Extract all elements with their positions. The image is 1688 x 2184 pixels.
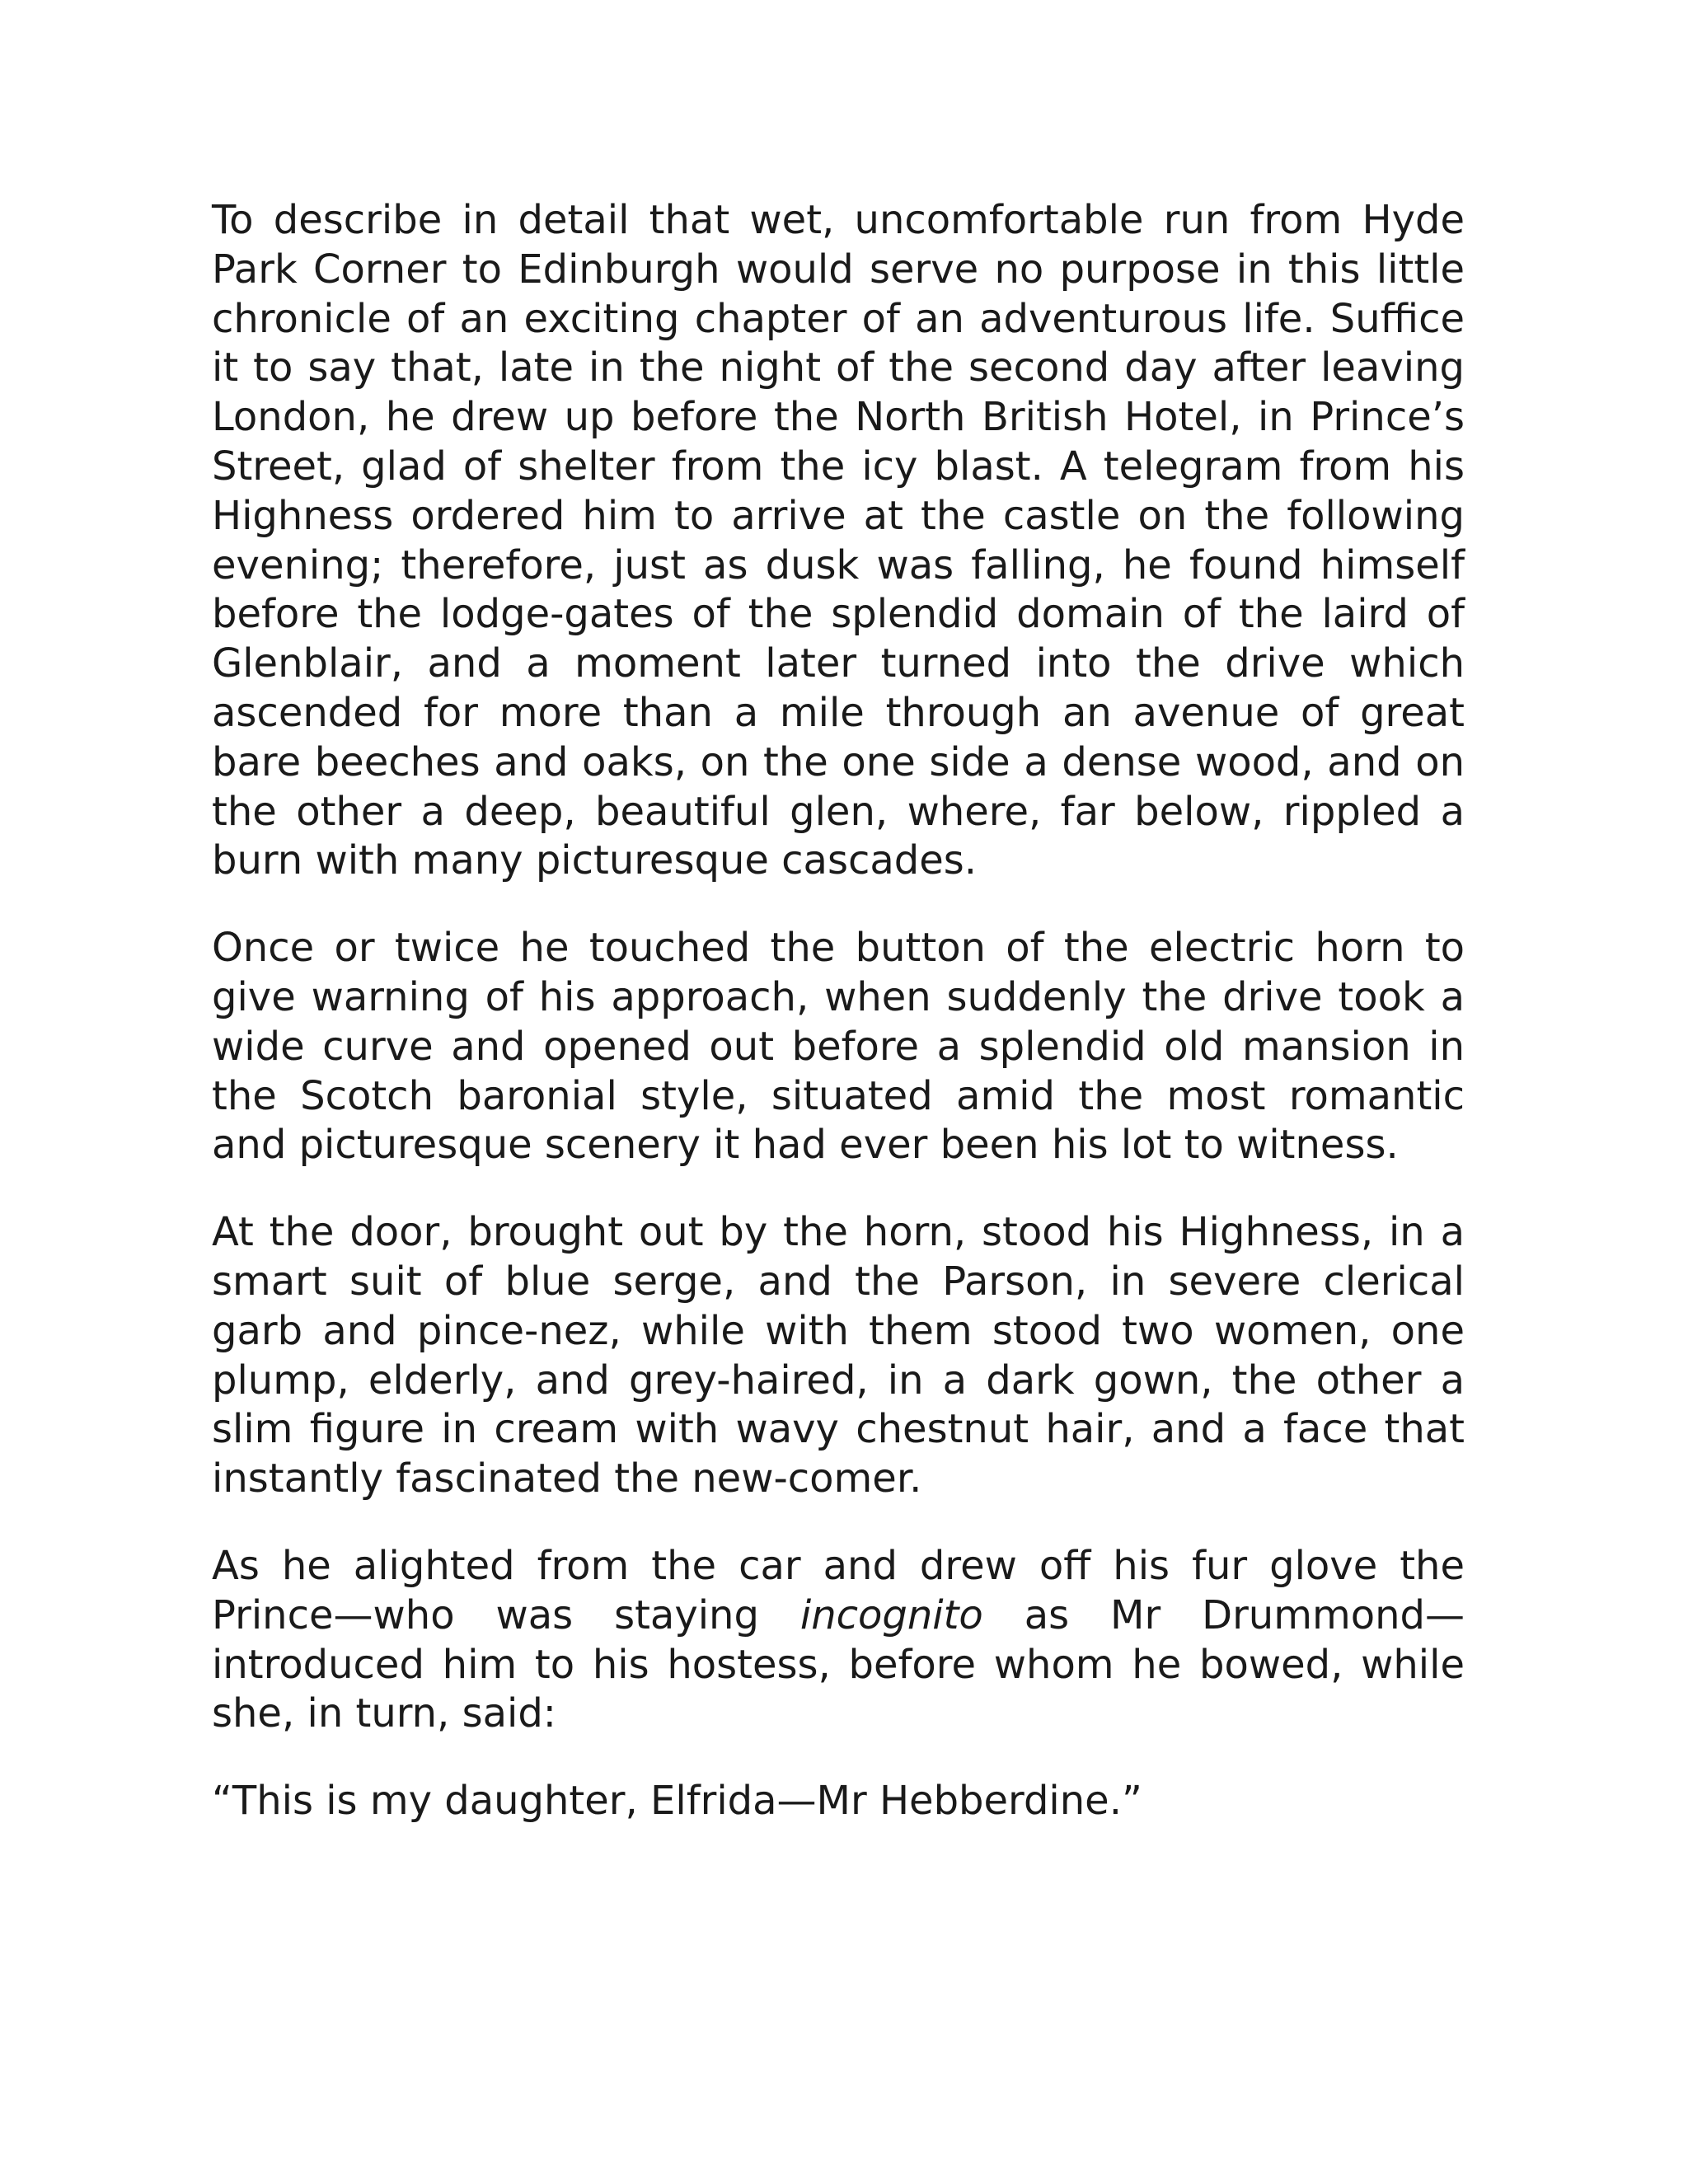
paragraph-1: To describe in detail that wet, uncomfortable run from Hyde Park Corner to Edinburgh would serve no purpose in this little chronicle of an exciting chapter of an adventurous life. Suffice it to say that, late in the night of the second day after leaving London, he drew up before the North British Hotel, in Prince’s Street, glad of shelter from the icy blast. A telegram from his Highness ordered him to arrive at the castle on the following evening; therefore, just as dusk was falling, he found himself before the lodge-gates of the splendid domain of the laird of Glenblair, and a moment later turned into the drive which ascended for more than a mile through an avenue of great bare beeches and oaks, on the one side a dense wood, and on the other a deep, beautiful glen, where, far below, rippled a burn with many picturesque cascades. xyxy=(212,197,1465,884)
paragraph-5: “This is my daughter, Elfrida—Mr Hebberdine.” xyxy=(212,1778,1142,1825)
paragraph-4 xyxy=(212,1542,1465,1739)
page-body xyxy=(212,196,1465,1826)
paragraph-4-italic: incognito xyxy=(799,1591,983,1638)
paragraph-4-text-end: as Mr Drummond—introduced him to his hostess, before whom he bowed, while she, in turn, said: xyxy=(212,1591,1465,1737)
paragraph-2: Once or twice he touched the button of the electric horn to give warning of his approach, when suddenly the drive took a wide curve and opened out before a splendid old mansion in the Scotch baronial style, situated amid the most romantic and picturesque scenery it had ever been his lot to witness. xyxy=(212,925,1465,1169)
paragraph-3: At the door, brought out by the horn, stood his Highness, in a smart suit of blue serge, and the Parson, in severe clerical garb and pince-nez, while with them stood two women, one plump, elderly, and grey-haired, in a dark gown, the other a slim figure in cream with wavy chestnut hair, and a face that instantly fascinated the new-comer. xyxy=(212,1209,1465,1502)
paragraph-4-text-start: As he alighted from the car and drew off his fur glove the Prince—who was staying xyxy=(212,1542,1465,1638)
